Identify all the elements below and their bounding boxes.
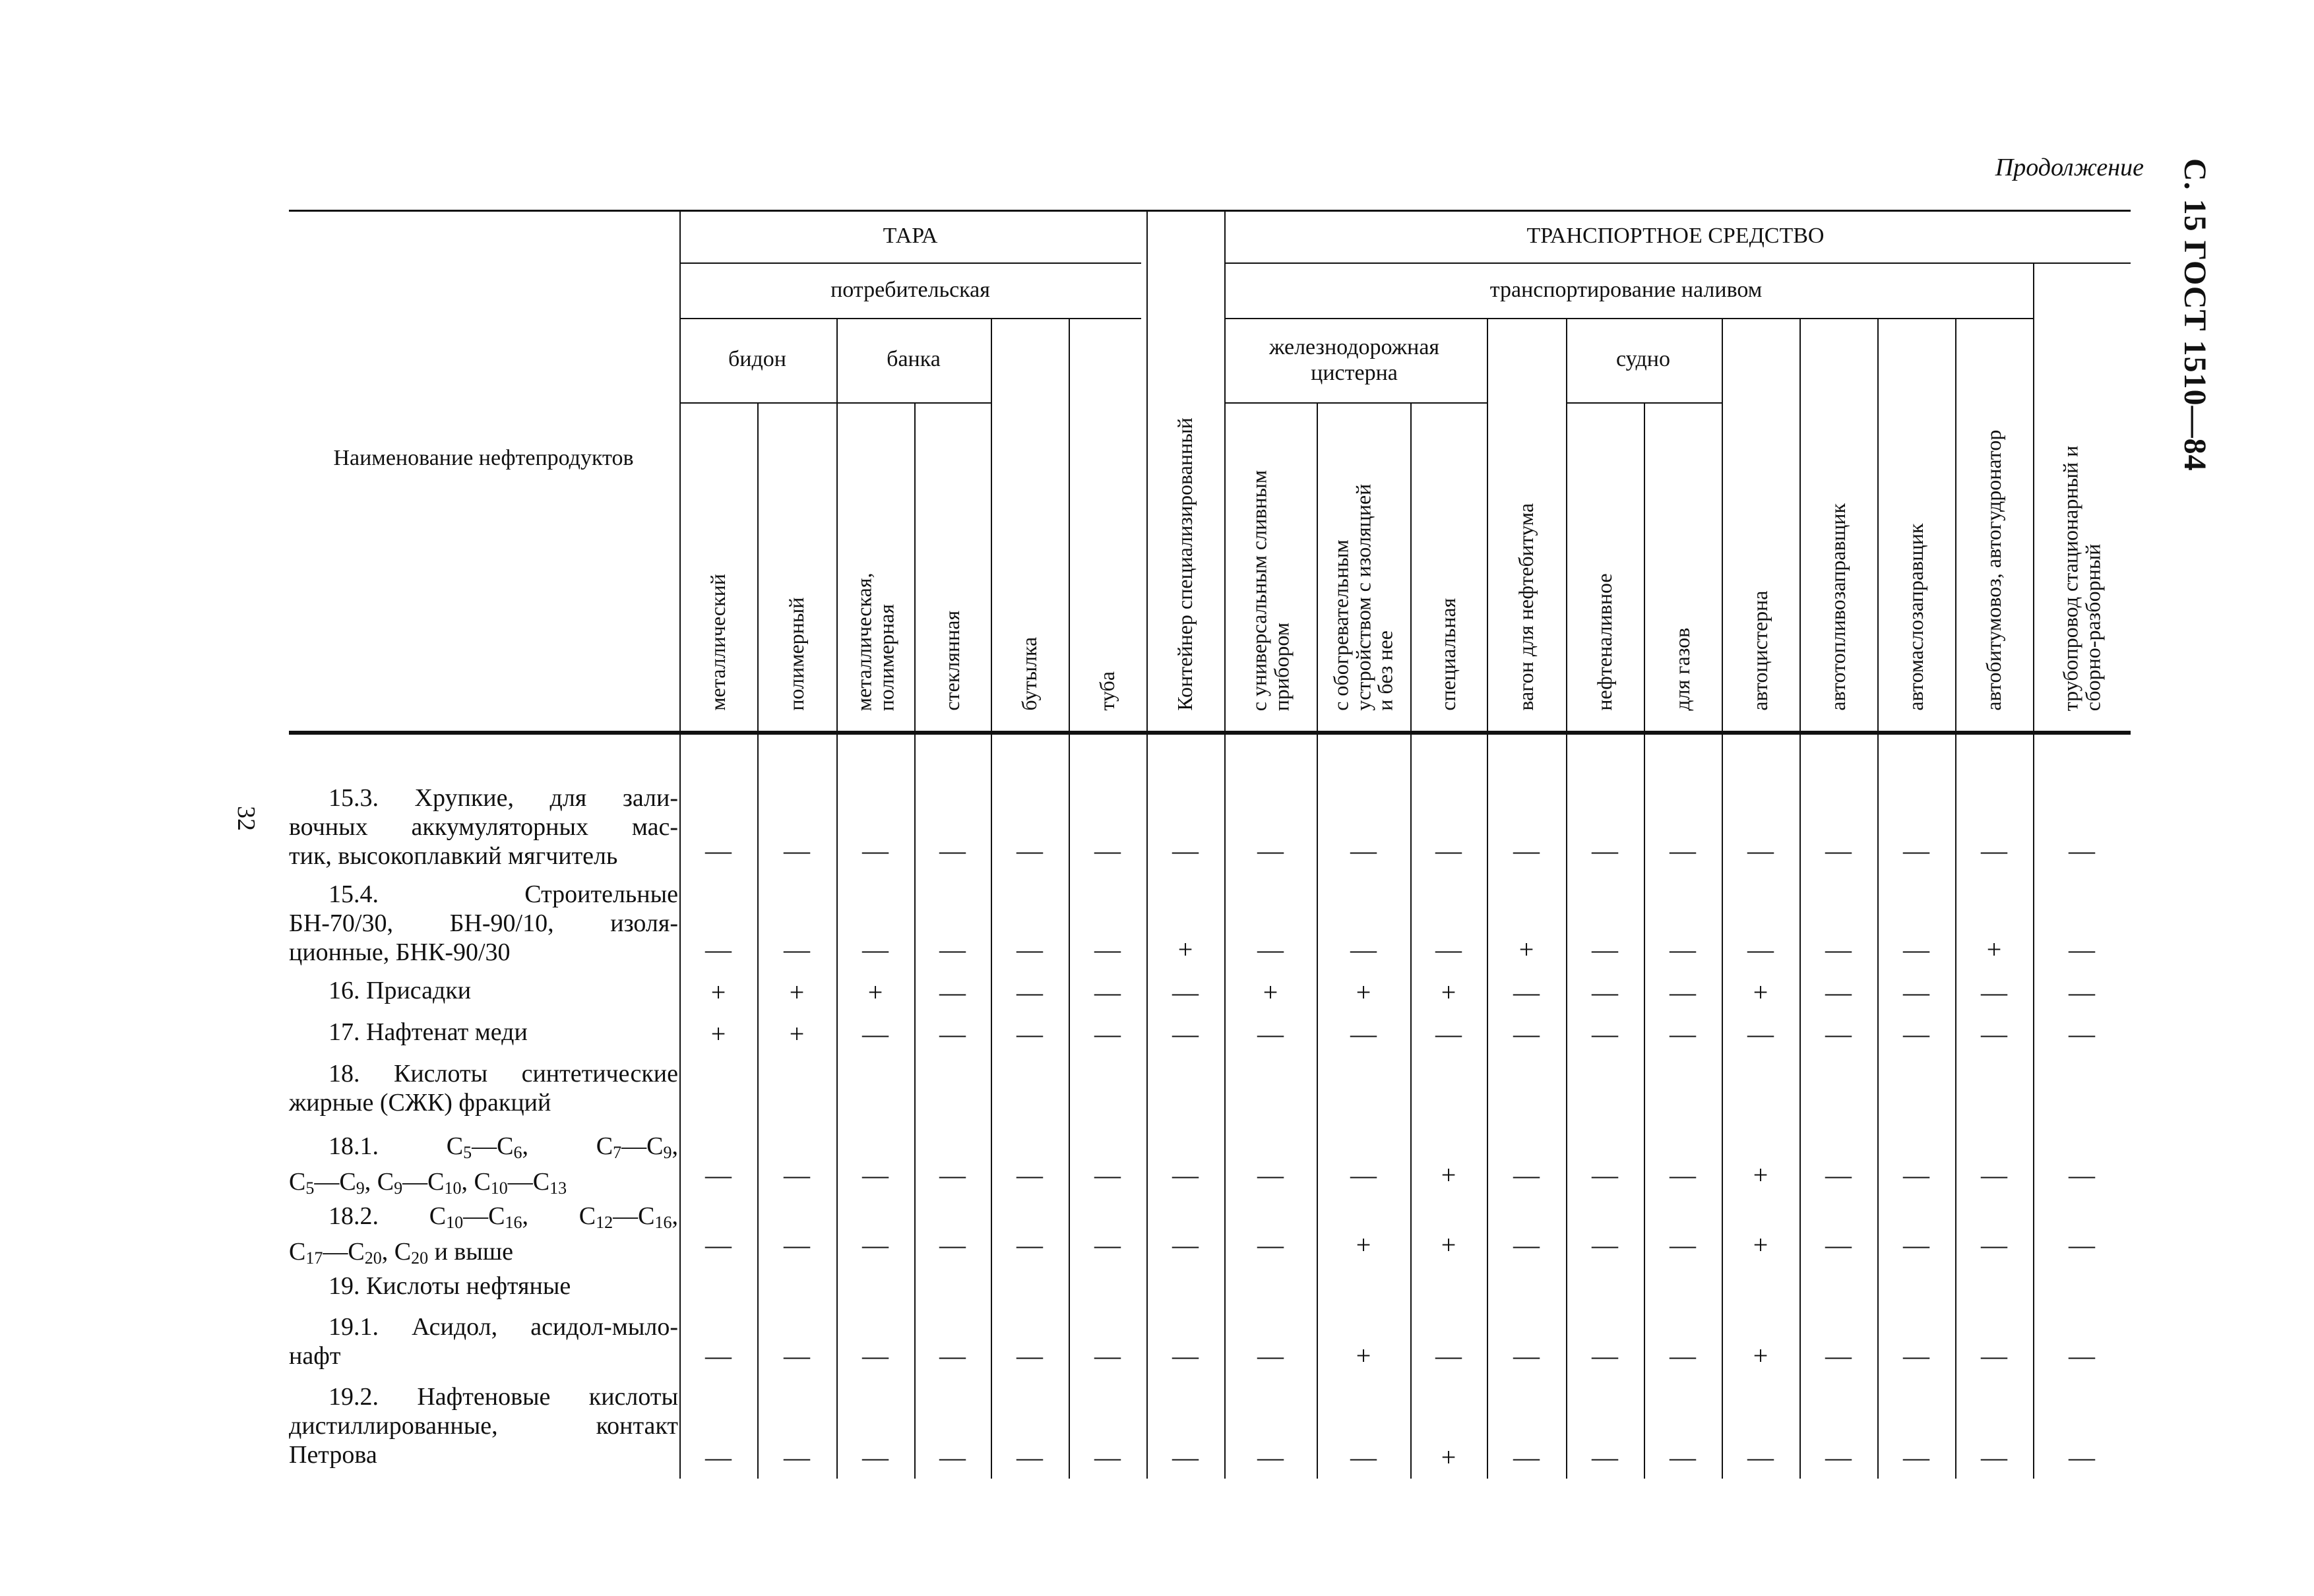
column-header-label: металлический	[706, 574, 730, 711]
mark-not-allowed: —	[1592, 1442, 1618, 1472]
mark-not-allowed: —	[2069, 977, 2095, 1007]
mark-not-allowed: —	[1094, 1019, 1121, 1049]
mark-not-allowed: —	[939, 836, 966, 865]
column-header	[1069, 404, 1146, 731]
mark-allowed: +	[710, 977, 726, 1007]
product-name-line: БН-70/30, БН-90/10, изоля-	[289, 909, 678, 937]
mark-not-allowed: —	[1747, 1442, 1774, 1472]
mark-not-allowed: —	[2069, 1160, 2095, 1190]
mark-not-allowed: —	[1257, 836, 1284, 865]
document-side-header: С. 15 ГОСТ 1510—84	[2177, 158, 2212, 472]
column-header	[2033, 264, 2131, 731]
mark-not-allowed: —	[705, 935, 732, 964]
product-name-line: 19. Кислоты нефтяные	[328, 1272, 571, 1300]
column-header	[991, 404, 1069, 731]
mark-not-allowed: —	[1592, 1019, 1618, 1049]
mark-not-allowed: —	[1981, 1442, 2007, 1472]
product-name	[289, 1132, 678, 1203]
mark-not-allowed: —	[784, 935, 810, 964]
mark-not-allowed: —	[862, 1341, 889, 1370]
product-name	[289, 1018, 678, 1047]
header-tara: ТАРА	[883, 224, 938, 249]
mark-not-allowed: —	[939, 1341, 966, 1370]
table-rule	[914, 402, 916, 1479]
mark-allowed: +	[1356, 1230, 1371, 1260]
mark-not-allowed: —	[1981, 836, 2007, 865]
mark-allowed: +	[1177, 935, 1193, 964]
page-number: 32	[232, 806, 260, 831]
mark-not-allowed: —	[1350, 1019, 1377, 1049]
mark-not-allowed: —	[862, 1019, 889, 1049]
mark-not-allowed: —	[1257, 1160, 1284, 1190]
column-header	[914, 404, 991, 731]
header-bidon: бидон	[728, 347, 786, 372]
table-rule	[1317, 402, 1318, 1479]
column-header	[757, 404, 836, 731]
mark-not-allowed: —	[1592, 1160, 1618, 1190]
product-name-line: Петрова	[289, 1441, 377, 1469]
header-ship: судно	[1616, 347, 1670, 372]
mark-not-allowed: —	[1592, 1230, 1618, 1260]
column-header-label: Контейнер специализированный	[1173, 417, 1197, 711]
product-name-line: 18.1. $C_5—C_6$, $C_7—C_9$,	[328, 1132, 678, 1162]
product-name-line: жирные (СЖК) фракций	[289, 1089, 551, 1117]
product-name-line: 15.3. Хрупкие, для зали-	[328, 784, 678, 812]
mark-not-allowed: —	[1350, 1442, 1377, 1472]
header-consumer: потребительская	[830, 278, 990, 303]
mark-not-allowed: —	[1981, 1019, 2007, 1049]
column-header-label: с обогревательным устройством с изоляцией и без нее	[1329, 483, 1397, 711]
mark-not-allowed: —	[1435, 836, 1462, 865]
mark-not-allowed: —	[862, 935, 889, 964]
mark-not-allowed: —	[1747, 1019, 1774, 1049]
mark-not-allowed: —	[1257, 935, 1284, 964]
mark-not-allowed: —	[1670, 1230, 1696, 1260]
mark-not-allowed: —	[1592, 935, 1618, 964]
mark-allowed: +	[1263, 977, 1278, 1007]
mark-not-allowed: —	[1172, 1019, 1199, 1049]
mark-not-allowed: —	[1350, 935, 1377, 964]
mark-allowed: +	[1986, 935, 2002, 964]
mark-allowed: +	[1441, 1160, 1456, 1190]
column-header-label: специальная	[1436, 598, 1460, 711]
mark-allowed: +	[1441, 1230, 1456, 1260]
mark-not-allowed: —	[2069, 1230, 2095, 1260]
mark-not-allowed: —	[2069, 1019, 2095, 1049]
mark-not-allowed: —	[1825, 935, 1852, 964]
mark-not-allowed: —	[705, 1442, 732, 1472]
mark-not-allowed: —	[1172, 1442, 1199, 1472]
table-rule	[1955, 318, 1956, 1479]
mark-allowed: +	[1753, 1160, 1768, 1190]
mark-not-allowed: —	[1172, 1230, 1199, 1260]
product-name-line: 16. Присадки	[328, 977, 472, 1004]
column-header	[1877, 321, 1955, 731]
mark-not-allowed: —	[1513, 977, 1540, 1007]
mark-not-allowed: —	[1172, 977, 1199, 1007]
table-rule	[991, 318, 992, 1479]
column-header-label: вагон для нефтебитума	[1514, 503, 1538, 711]
mark-not-allowed: —	[1670, 1160, 1696, 1190]
mark-not-allowed: —	[1747, 836, 1774, 865]
table-rule	[1224, 210, 1226, 1479]
mark-not-allowed: —	[705, 1230, 732, 1260]
mark-not-allowed: —	[939, 1160, 966, 1190]
mark-not-allowed: —	[1172, 1341, 1199, 1370]
mark-not-allowed: —	[1670, 935, 1696, 964]
column-header-label: для газов	[1670, 628, 1695, 711]
table-rule	[1069, 318, 1070, 1479]
mark-allowed: +	[1356, 1341, 1371, 1370]
mark-not-allowed: —	[1257, 1442, 1284, 1472]
column-header	[1224, 404, 1317, 731]
column-header	[1487, 321, 1566, 731]
mark-not-allowed: —	[1172, 836, 1199, 865]
mark-not-allowed: —	[1513, 836, 1540, 865]
mark-not-allowed: —	[862, 836, 889, 865]
column-header	[1644, 404, 1722, 731]
mark-allowed: +	[1441, 977, 1456, 1007]
mark-not-allowed: —	[1747, 935, 1774, 964]
table-rule	[679, 262, 1141, 264]
product-name-line: тик, высокоплавкий мягчитель	[289, 842, 618, 870]
column-header-label: трубопровод стационарный и сборно-разборный	[2058, 445, 2104, 711]
product-name-line: $C_5—C_9$, $C_9—C_{10}$, $C_{10}—C_{13}$	[289, 1168, 567, 1198]
mark-not-allowed: —	[1825, 836, 1852, 865]
mark-not-allowed: —	[1903, 1019, 1929, 1049]
header-bottom-rule	[289, 731, 2131, 735]
column-header-label: металлическая, полимерная	[852, 572, 898, 711]
mark-not-allowed: —	[1903, 1341, 1929, 1370]
mark-not-allowed: —	[1903, 1442, 1929, 1472]
mark-not-allowed: —	[1094, 1160, 1121, 1190]
mark-not-allowed: —	[1016, 1160, 1043, 1190]
column-header-label: с универсальным сливным прибором	[1247, 470, 1293, 711]
table-top-rule	[289, 210, 2131, 212]
product-name	[289, 880, 678, 967]
mark-not-allowed: —	[1350, 836, 1377, 865]
mark-not-allowed: —	[2069, 1341, 2095, 1370]
mark-not-allowed: —	[1903, 935, 1929, 964]
product-name-line: $C_{17}—C_{20}$, $C_{20}$ и выше	[289, 1238, 514, 1268]
product-name-line: 18.2. $C_{10}—C_{16}$, $C_{12}—C_{16}$,	[328, 1202, 678, 1232]
mark-not-allowed: —	[1903, 836, 1929, 865]
mark-not-allowed: —	[1350, 1160, 1377, 1190]
table-rule	[1224, 402, 1488, 404]
mark-not-allowed: —	[1513, 1230, 1540, 1260]
column-header	[1722, 321, 1799, 731]
product-name	[289, 1272, 678, 1301]
table-rule	[1722, 318, 1723, 1479]
mark-not-allowed: —	[1825, 1442, 1852, 1472]
product-name	[289, 783, 678, 871]
mark-allowed: +	[1753, 1341, 1768, 1370]
product-name-line: 19.2. Нафтеновые кислоты	[328, 1383, 678, 1411]
mark-allowed: +	[1356, 977, 1371, 1007]
column-header-label: бутылка	[1017, 637, 1042, 711]
mark-not-allowed: —	[1825, 1019, 1852, 1049]
mark-not-allowed: —	[1257, 1230, 1284, 1260]
mark-not-allowed: —	[1435, 935, 1462, 964]
mark-allowed: +	[789, 977, 805, 1007]
mark-not-allowed: —	[705, 1160, 732, 1190]
mark-allowed: +	[789, 1019, 805, 1049]
mark-not-allowed: —	[784, 1230, 810, 1260]
column-header	[1566, 404, 1644, 731]
mark-not-allowed: —	[1592, 836, 1618, 865]
mark-not-allowed: —	[939, 977, 966, 1007]
mark-not-allowed: —	[939, 1442, 966, 1472]
table-rule	[1410, 402, 1412, 1479]
product-name-line: 15.4. Строительные	[328, 880, 678, 908]
product-name-line: дистиллированные, контакт	[289, 1412, 678, 1440]
mark-allowed: +	[710, 1019, 726, 1049]
mark-not-allowed: —	[1825, 1230, 1852, 1260]
continued-label: Продолжение	[1995, 154, 2144, 181]
product-name	[289, 1059, 678, 1117]
mark-not-allowed: —	[1094, 1341, 1121, 1370]
product-name	[289, 1312, 678, 1370]
mark-not-allowed: —	[1016, 977, 1043, 1007]
mark-not-allowed: —	[1094, 836, 1121, 865]
mark-not-allowed: —	[1670, 836, 1696, 865]
product-name-line: 18. Кислоты синтетические	[328, 1060, 678, 1088]
table-rule	[1799, 318, 1801, 1479]
mark-not-allowed: —	[1592, 977, 1618, 1007]
mark-not-allowed: —	[1825, 1160, 1852, 1190]
table-rule	[2033, 262, 2034, 1479]
mark-not-allowed: —	[862, 1442, 889, 1472]
mark-not-allowed: —	[1825, 1341, 1852, 1370]
mark-not-allowed: —	[1903, 977, 1929, 1007]
mark-not-allowed: —	[1592, 1341, 1618, 1370]
table-rule	[836, 318, 838, 1479]
mark-not-allowed: —	[1016, 935, 1043, 964]
mark-not-allowed: —	[1435, 1019, 1462, 1049]
product-name-line: ционные, БНК-90/30	[289, 938, 511, 966]
product-name-line: 19.1. Асидол, асидол-мыло-	[328, 1313, 678, 1341]
mark-not-allowed: —	[1903, 1230, 1929, 1260]
column-header	[1317, 404, 1410, 731]
mark-not-allowed: —	[784, 1442, 810, 1472]
mark-not-allowed: —	[1257, 1019, 1284, 1049]
mark-allowed: +	[1753, 977, 1768, 1007]
column-header-label: автобитумовоз, автогудронатор	[1982, 430, 2006, 711]
table-rule	[757, 402, 759, 1479]
mark-not-allowed: —	[1670, 1442, 1696, 1472]
mark-not-allowed: —	[862, 1230, 889, 1260]
column-header	[1410, 404, 1487, 731]
mark-not-allowed: —	[1172, 1160, 1199, 1190]
product-name	[289, 1382, 678, 1469]
column-header	[679, 404, 757, 731]
mark-not-allowed: —	[1670, 1341, 1696, 1370]
mark-not-allowed: —	[1513, 1160, 1540, 1190]
mark-not-allowed: —	[784, 1160, 810, 1190]
table-rule	[679, 210, 681, 1479]
mark-not-allowed: —	[1435, 1341, 1462, 1370]
header-transport: ТРАНСПОРТНОЕ СРЕДСТВО	[1526, 224, 1825, 249]
table-rule	[1487, 318, 1488, 1479]
mark-not-allowed: —	[939, 1019, 966, 1049]
mark-allowed: +	[1441, 1442, 1456, 1472]
column-header-label: автомаслозаправщик	[1904, 523, 1928, 711]
column-header-label: автоцистерна	[1748, 590, 1772, 711]
column-header	[1146, 264, 1224, 731]
mark-not-allowed: —	[1257, 1341, 1284, 1370]
mark-not-allowed: —	[2069, 836, 2095, 865]
mark-not-allowed: —	[1981, 977, 2007, 1007]
column-header-label: полимерный	[784, 598, 809, 711]
mark-allowed: +	[1518, 935, 1534, 964]
mark-not-allowed: —	[1513, 1442, 1540, 1472]
table-rule	[1877, 318, 1879, 1479]
mark-not-allowed: —	[1513, 1341, 1540, 1370]
column-header	[836, 404, 914, 731]
mark-not-allowed: —	[1670, 1019, 1696, 1049]
mark-not-allowed: —	[1825, 977, 1852, 1007]
column-header	[1955, 321, 2033, 731]
mark-not-allowed: —	[1903, 1160, 1929, 1190]
table-rule	[1644, 402, 1645, 1479]
mark-not-allowed: —	[862, 1160, 889, 1190]
header-bulk-transport: транспортирование наливом	[1489, 278, 1763, 303]
mark-not-allowed: —	[2069, 1442, 2095, 1472]
mark-not-allowed: —	[705, 836, 732, 865]
mark-not-allowed: —	[705, 1341, 732, 1370]
product-name	[289, 976, 678, 1005]
mark-not-allowed: —	[1513, 1019, 1540, 1049]
mark-not-allowed: —	[1094, 1230, 1121, 1260]
table-rule	[1146, 210, 1148, 1479]
mark-not-allowed: —	[939, 1230, 966, 1260]
table-rule	[1224, 318, 2033, 319]
header-name-column: Наименование нефтепродуктов	[333, 446, 634, 471]
mark-not-allowed: —	[1094, 1442, 1121, 1472]
mark-allowed: +	[867, 977, 883, 1007]
mark-not-allowed: —	[1016, 1341, 1043, 1370]
mark-not-allowed: —	[1981, 1160, 2007, 1190]
product-name-line: 17. Нафтенат меди	[328, 1018, 528, 1046]
table-rule	[679, 402, 991, 404]
mark-not-allowed: —	[1016, 1442, 1043, 1472]
product-name-line: вочных аккумуляторных мас-	[289, 813, 678, 841]
mark-not-allowed: —	[784, 836, 810, 865]
mark-not-allowed: —	[1016, 1019, 1043, 1049]
table-rule	[1224, 262, 2131, 264]
mark-not-allowed: —	[1670, 977, 1696, 1007]
mark-allowed: +	[1753, 1230, 1768, 1260]
header-rail-tank: железнодорожная цистерна	[1268, 334, 1440, 385]
column-header	[1799, 321, 1877, 731]
product-name-line: нафт	[289, 1342, 341, 1370]
mark-not-allowed: —	[1094, 977, 1121, 1007]
mark-not-allowed: —	[1981, 1341, 2007, 1370]
mark-not-allowed: —	[1094, 935, 1121, 964]
column-header-label: стеклянная	[940, 611, 964, 711]
mark-not-allowed: —	[1016, 1230, 1043, 1260]
header-banka: банка	[887, 347, 941, 372]
column-header-label: туба	[1095, 671, 1119, 711]
mark-not-allowed: —	[2069, 935, 2095, 964]
table-rule	[1566, 318, 1567, 1479]
mark-not-allowed: —	[939, 935, 966, 964]
column-header-label: нефтеналивное	[1592, 573, 1617, 711]
product-name	[289, 1202, 678, 1273]
table-rule	[679, 318, 1141, 319]
mark-not-allowed: —	[1981, 1230, 2007, 1260]
mark-not-allowed: —	[784, 1341, 810, 1370]
mark-not-allowed: —	[1016, 836, 1043, 865]
column-header-label: автотопливозаправщик	[1826, 503, 1850, 711]
